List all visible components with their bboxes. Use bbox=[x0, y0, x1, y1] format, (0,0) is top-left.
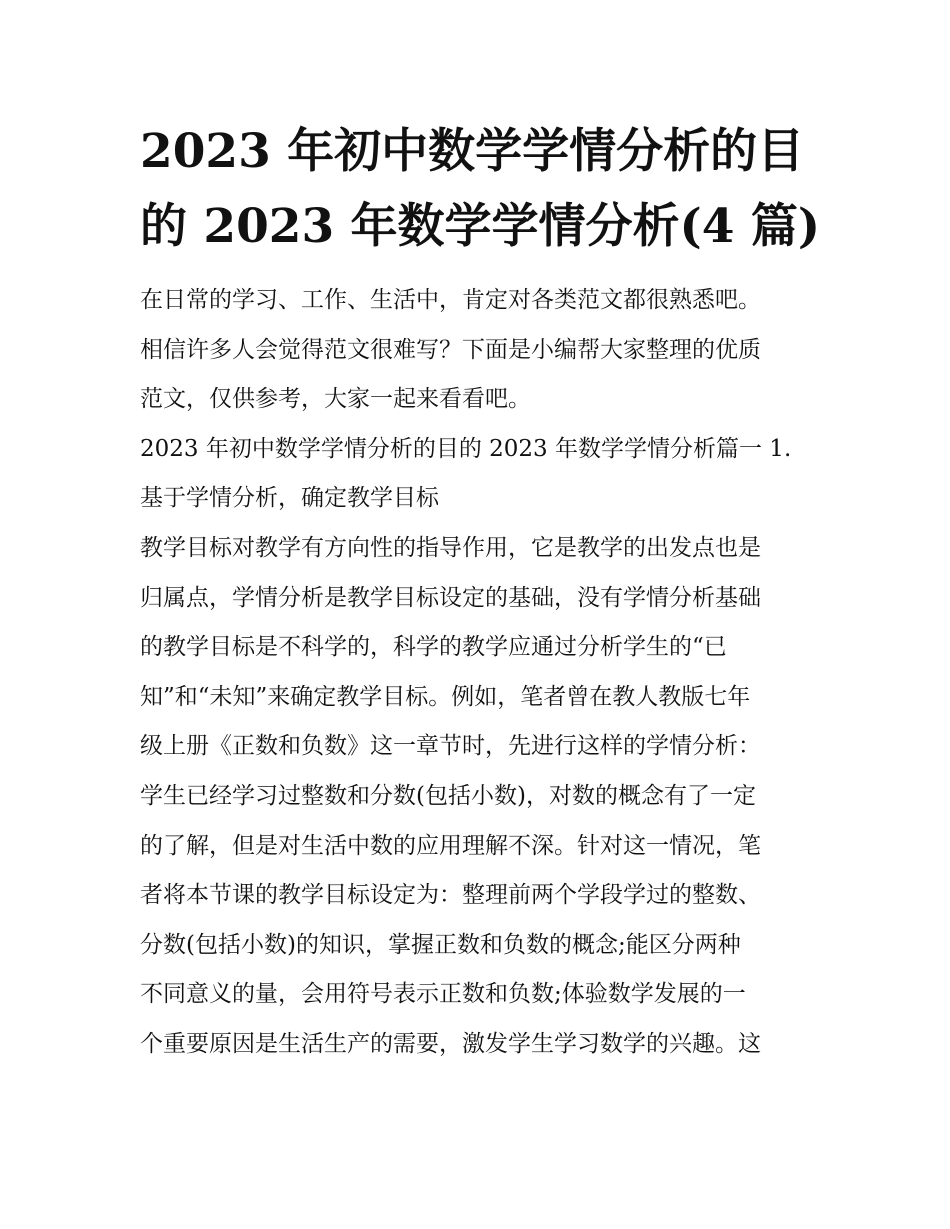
text-line: 教学目标对教学有方向性的指导作用，它是教学的出发点也是 bbox=[140, 534, 761, 561]
intro-paragraph bbox=[140, 276, 820, 425]
text-line: 不同意义的量，会用符号表示正数和负数;体验数学发展的一 bbox=[140, 981, 746, 1008]
text-line: 2023 年初中数学学情分析的目的 2023 年数学学情分析篇一 1. bbox=[140, 435, 792, 462]
text-line: 级上册《正数和负数》这一章节时，先进行这样的学情分析： bbox=[140, 733, 761, 760]
text-line: 相信许多人会觉得范文很难写？下面是小编帮大家整理的优质 bbox=[140, 336, 761, 363]
text-line: 的了解，但是对生活中数的应用理解不深。针对这一情况，笔 bbox=[140, 832, 761, 859]
text-line: 分数(包括小数)的知识，掌握正数和负数的概念;能区分两种 bbox=[140, 931, 741, 958]
text-line: 归属点，学情分析是教学目标设定的基础，没有学情分析基础 bbox=[140, 584, 761, 611]
text-line: 在日常的学习、工作、生活中，肯定对各类范文都很熟悉吧。 bbox=[140, 287, 761, 313]
text-line: 的教学目标是不科学的，科学的教学应通过分析学生的“已 bbox=[140, 634, 727, 661]
title-line: 2023 年初中数学学情分析的目 bbox=[140, 124, 805, 179]
document-body bbox=[140, 276, 820, 1070]
section-heading-paragraph bbox=[140, 425, 820, 524]
text-line: 知”和“未知”来确定教学目标。例如，笔者曾在教人教版七年 bbox=[140, 683, 751, 710]
text-line: 个重要原因是生活生产的需要，激发学生学习数学的兴趣。这 bbox=[140, 1030, 761, 1057]
body-paragraph bbox=[140, 524, 820, 1070]
text-line: 学生已经学习过整数和分数(包括小数)，对数的概念有了一定 bbox=[140, 782, 756, 809]
title-line: 的 2023 年数学学情分析(4 篇) bbox=[140, 199, 821, 254]
text-line: 者将本节课的教学目标设定为：整理前两个学段学过的整数、 bbox=[140, 882, 761, 909]
text-line: 基于学情分析，确定教学目标 bbox=[140, 485, 439, 512]
document-title bbox=[140, 114, 820, 264]
text-line: 范文，仅供参考，大家一起来看看吧。 bbox=[140, 386, 531, 413]
